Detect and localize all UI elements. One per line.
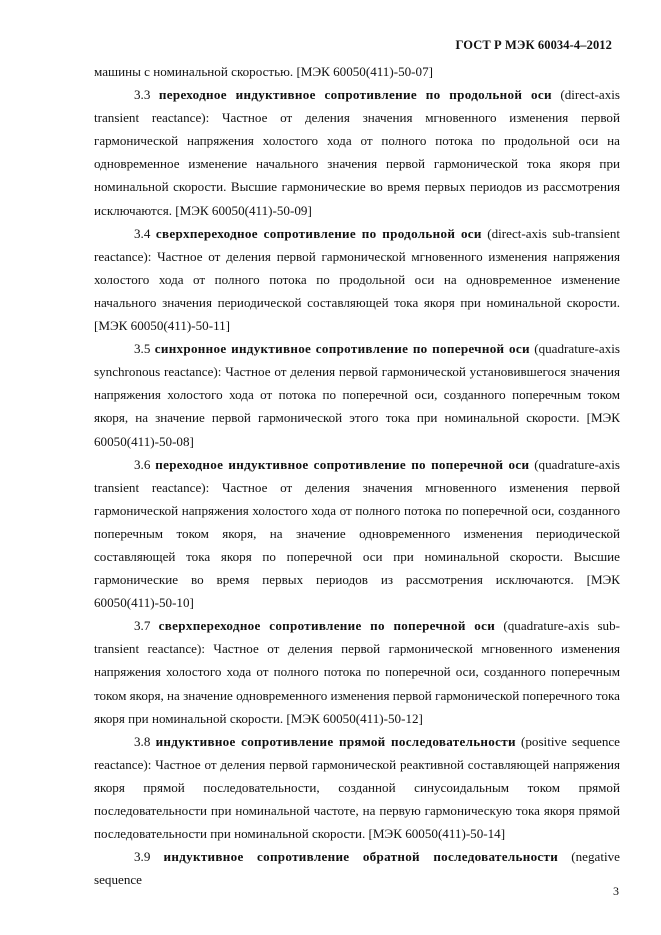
definition-text: (quadrature-axis synchronous reactance): Частное от деления первой гармонической установившегося значения напряжения холостого хода от потока по поперечной оси, созданного поперечным током якоря, на значение первой гармонической этого тока при номинальной скорости. [МЭК 60050(411)-50-08] (94, 341, 621, 449)
section-number: 3.3 (134, 87, 151, 103)
section-number: 3.9 (134, 849, 151, 865)
section-3-8 (94, 730, 620, 845)
definition-text: (negative sequence (94, 849, 620, 888)
term-heading: сверхпереходное сопротивление по продольной оси (155, 225, 482, 241)
page-number: 3 (613, 884, 619, 898)
definition-text: (direct-axis transient reactance): Частное от деления значения мгновенного изменения первой гармонической напряжения холостого хода от полного потока по продольной оси на одновременное изменение начального значения первой гармонической тока якоря при номинальной скорости. Высшие гармонические во время первых периодов из рассмотрения исключаются. [МЭК 60050(411)-50-09] (94, 87, 620, 218)
term-heading: переходное индуктивное сопротивление по поперечной оси (155, 456, 530, 472)
term-heading: переходное индуктивное сопротивление по продольной оси (158, 87, 552, 103)
definition-text: (quadrature-axis sub-transient reactance): Частное от деления первой гармонической мгновенного изменения напряжения холостого хода от полного потока по поперечной оси, созданного поперечным током якоря, на значение одновременного изменения первой гармонической поперечного тока якоря при номинальной скорости. [МЭК 60050(411)-50-12] (94, 618, 621, 726)
term-heading: индуктивное сопротивление обратной последовательности (163, 849, 559, 865)
term-heading: синхронное индуктивное сопротивление по поперечной оси (154, 341, 530, 357)
section-number: 3.8 (134, 733, 151, 749)
document-body (94, 60, 620, 891)
section-number: 3.7 (134, 618, 151, 634)
section-number: 3.5 (134, 341, 151, 357)
section-3-9 (94, 845, 620, 891)
section-number: 3.6 (134, 456, 151, 472)
section-3-6 (94, 453, 620, 615)
section-3-4 (94, 222, 620, 337)
definition-text: (quadrature-axis transient reactance): Частное от деления значения мгновенного изменения первой гармонической напряжения холостого хода от полного потока по поперечной оси, созданного поперечным током якоря, на значение одновременного изменения периодической составляющей тока якоря по поперечной оси при номинальной скорости. Высшие гармонические во время первых периодов из рассмотрения исключаются. [МЭК 60050(411)-50-10] (94, 456, 620, 611)
section-3-3 (94, 83, 620, 222)
section-number: 3.4 (134, 225, 151, 241)
definition-text: (positive sequence reactance): Частное от деления первой гармонической реактивной составляющей напряжения якоря прямой последовательности, созданной синусоидальным током прямой последовательности при номинальной частоте, на первую гармоническую тока якоря прямой последовательности при номинальной скорости. [МЭК 60050(411)-50-14] (94, 733, 620, 842)
section-3-7 (94, 614, 620, 729)
section-3-5 (94, 337, 620, 452)
term-heading: индуктивное сопротивление прямой последовательности (155, 733, 516, 749)
lead-paragraph: машины с номинальной скоростью. [МЭК 60050(411)-50-07] (94, 64, 433, 79)
document-standard-header: ГОСТ Р МЭК 60034-4–2012 (455, 38, 612, 52)
definition-text: (direct-axis sub-transient reactance): Частное от деления первой гармонической мгновенного изменения напряжения холостого хода от полного потока по продольной оси на одновременное изменение начального значения периодической составляющей тока якоря при номинальной скорости. [МЭК 60050(411)-50-11] (94, 225, 621, 334)
term-heading: сверхпереходное сопротивление по поперечной оси (158, 618, 496, 634)
